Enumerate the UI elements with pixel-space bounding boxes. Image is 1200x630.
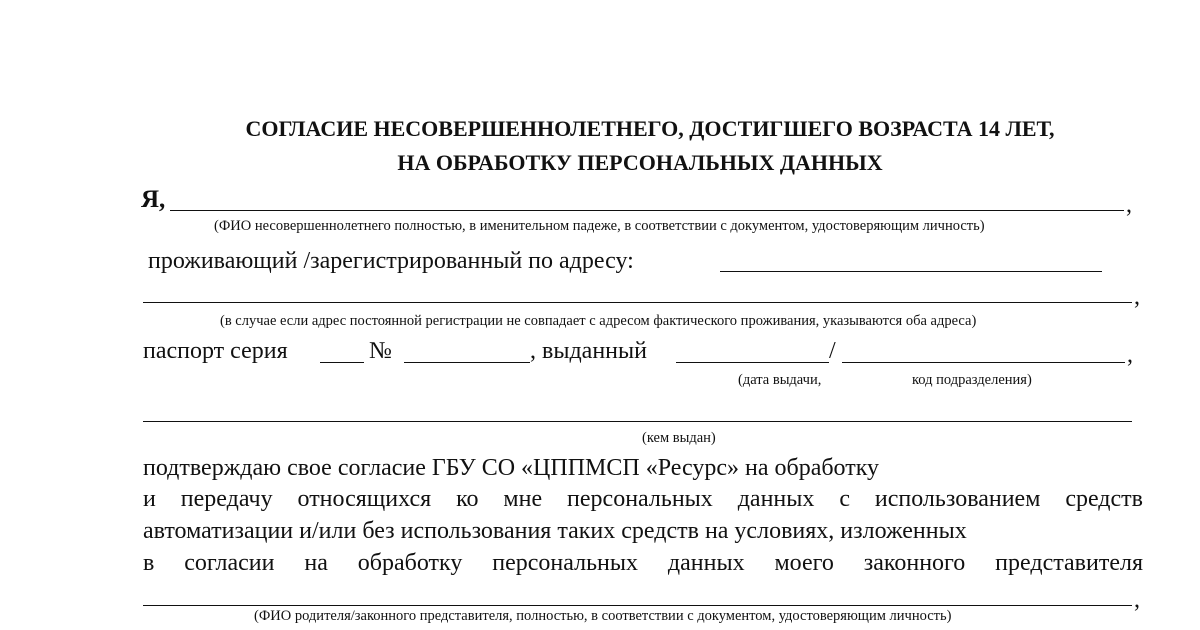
consent-line-2: и передачу относящихся ко мне персональных данных с использованием средств [143, 486, 1143, 512]
fio-suffix: , [1126, 192, 1132, 218]
consent-line-3: автоматизации и/или без использования таких средств на условиях, изложенных [143, 518, 967, 544]
passport-number-field[interactable] [404, 362, 530, 363]
passport-number-label: № [369, 338, 392, 364]
address-field-1[interactable] [720, 271, 1102, 272]
passport-series-label: паспорт серия [143, 338, 288, 364]
address-label: проживающий /зарегистрированный по адресу: [148, 248, 634, 274]
passport-slash: / [829, 338, 836, 364]
address-field-2[interactable] [143, 302, 1132, 303]
address-hint: (в случае если адрес постоянной регистрации не совпадает с адресом фактического проживания, указываются оба адреса) [220, 313, 977, 329]
address-suffix: , [1134, 284, 1140, 310]
issued-by-hint: (кем выдан) [642, 430, 716, 446]
passport-code-hint: код подразделения) [912, 372, 1032, 388]
passport-date-hint: (дата выдачи, [738, 372, 822, 388]
passport-series-field[interactable] [320, 362, 364, 363]
fio-prefix: Я, [141, 186, 166, 213]
document-title-line-2: НА ОБРАБОТКУ ПЕРСОНАЛЬНЫХ ДАННЫХ [397, 150, 883, 175]
document-title-line-1: СОГЛАСИЕ НЕСОВЕРШЕННОЛЕТНЕГО, ДОСТИГШЕГО ВОЗРАСТА 14 ЛЕТ, [245, 116, 1055, 141]
fio-field[interactable] [170, 210, 1124, 211]
consent-line-4: в согласии на обработку персональных данных моего законного представителя [143, 550, 1143, 576]
passport-issued-label: , выданный [530, 338, 647, 364]
passport-date-field[interactable] [676, 362, 829, 363]
parent-fio-hint: (ФИО родителя/законного представителя, полностью, в соответствии с документом, удостоверяющим личность) [254, 608, 952, 624]
fio-hint: (ФИО несовершеннолетнего полностью, в именительном падеже, в соответствии с документом, удостоверяющим личность) [214, 218, 985, 234]
passport-code-field[interactable] [842, 362, 1125, 363]
parent-fio-field[interactable] [143, 605, 1132, 606]
issued-by-field[interactable] [143, 421, 1132, 422]
parent-fio-suffix: , [1134, 587, 1140, 613]
passport-suffix: , [1127, 342, 1133, 368]
consent-line-1: подтверждаю свое согласие ГБУ СО «ЦППМСП «Ресурс» на обработку [143, 455, 880, 481]
